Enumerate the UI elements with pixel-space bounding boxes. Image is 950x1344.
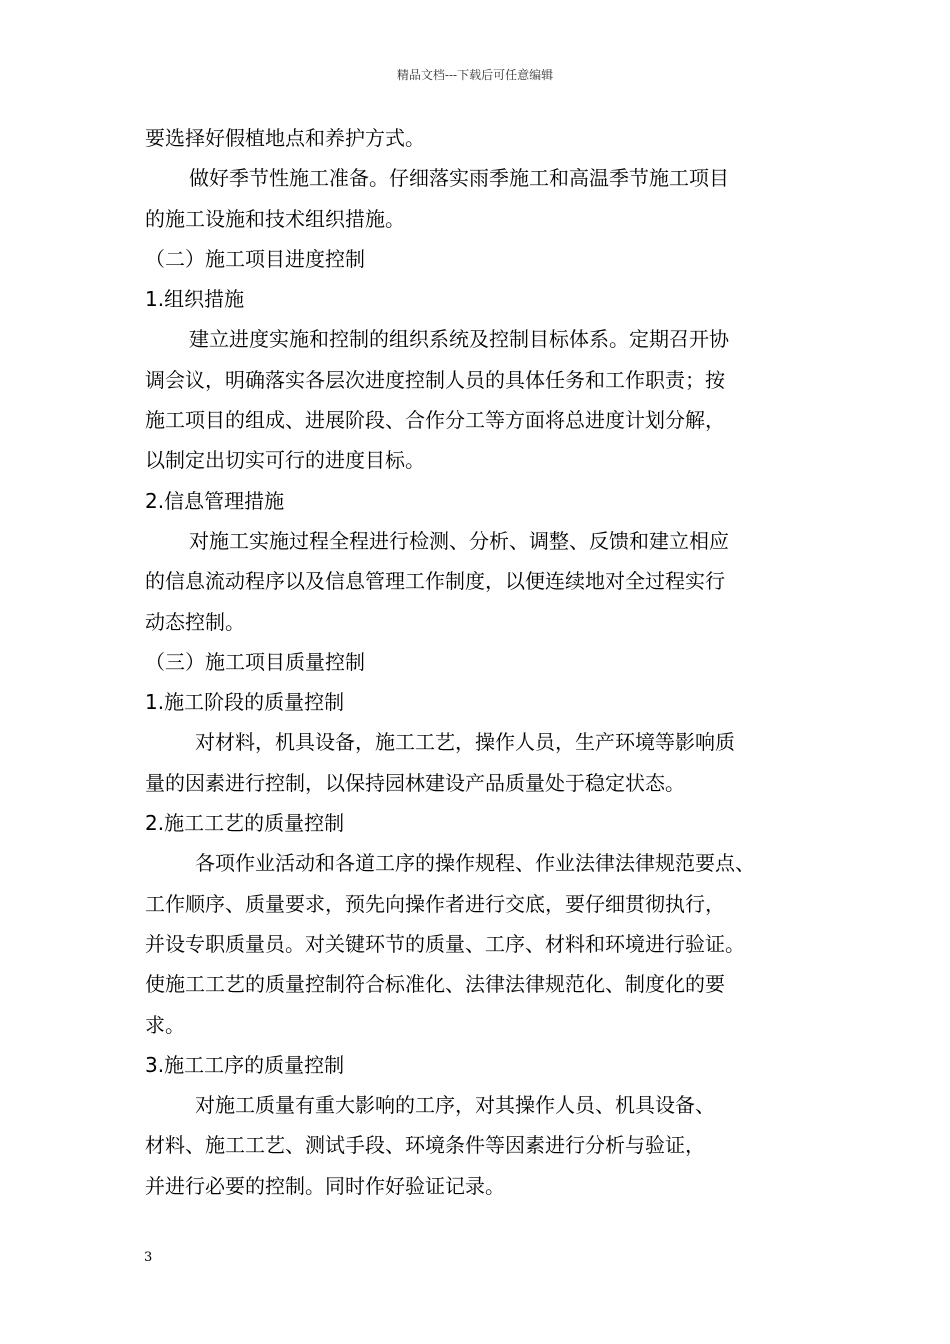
paragraph-line: 做好季节性施工准备。仔细落实雨季施工和高温季节施工项目 <box>189 166 729 191</box>
paragraph-line: 工作顺序、质量要求，预先向操作者进行交底，要仔细贯彻执行， <box>145 891 725 916</box>
paragraph-line: 各项作业活动和各道工序的操作规程、作业法律法律规范要点、 <box>195 851 755 876</box>
paragraph-line: 以制定出切实可行的进度目标。 <box>145 448 425 473</box>
paragraph-line: 的信息流动程序以及信息管理工作制度，以便连续地对全过程实行 <box>145 569 725 594</box>
subsection-heading: 1.组织措施 <box>145 287 245 312</box>
paragraph-line: 对施工质量有重大影响的工序，对其操作人员、机具设备、 <box>195 1093 715 1118</box>
subsection-heading: 2.施工工艺的质量控制 <box>145 811 345 836</box>
subsection-heading: 3.施工工序的质量控制 <box>145 1052 345 1077</box>
section-heading: （二）施工项目进度控制 <box>145 246 365 271</box>
section-heading: （三）施工项目质量控制 <box>145 649 365 674</box>
paragraph-line: 求。 <box>145 1012 185 1037</box>
paragraph-line: 并进行必要的控制。同时作好验证记录。 <box>145 1173 505 1198</box>
paragraph-line: 的施工设施和技术组织措施。 <box>145 206 405 231</box>
paragraph-line: 材料、施工工艺、测试手段、环境条件等因素进行分析与验证， <box>145 1133 705 1158</box>
paragraph-line: 对材料，机具设备，施工工艺，操作人员，生产环境等影响质 <box>195 730 735 755</box>
subsection-heading: 2.信息管理措施 <box>145 488 285 513</box>
paragraph-line: 建立进度实施和控制的组织系统及控制目标体系。定期召开协 <box>189 327 729 352</box>
page-number: 3 <box>144 1250 153 1265</box>
paragraph-line: 并设专职质量员。对关键环节的质量、工序、材料和环境进行验证。 <box>145 931 745 956</box>
paragraph-line: 对施工实施过程全程进行检测、分析、调整、反馈和建立相应 <box>189 528 729 553</box>
paragraph-line: 动态控制。 <box>145 609 245 634</box>
document-body <box>145 118 825 1206</box>
paragraph-line: 量的因素进行控制，以保持园林建设产品质量处于稳定状态。 <box>145 770 685 795</box>
paragraph-line: 施工项目的组成、进展阶段、合作分工等方面将总进度计划分解， <box>145 408 725 433</box>
page-header: 精品文档---下载后可任意编辑 <box>396 68 554 82</box>
paragraph-line: 调会议，明确落实各层次进度控制人员的具体任务和工作职责；按 <box>145 367 725 392</box>
subsection-heading: 1.施工阶段的质量控制 <box>145 690 345 715</box>
paragraph-line: 要选择好假植地点和养护方式。 <box>145 126 425 150</box>
paragraph-line: 使施工工艺的质量控制符合标准化、法律法律规范化、制度化的要 <box>145 972 725 997</box>
